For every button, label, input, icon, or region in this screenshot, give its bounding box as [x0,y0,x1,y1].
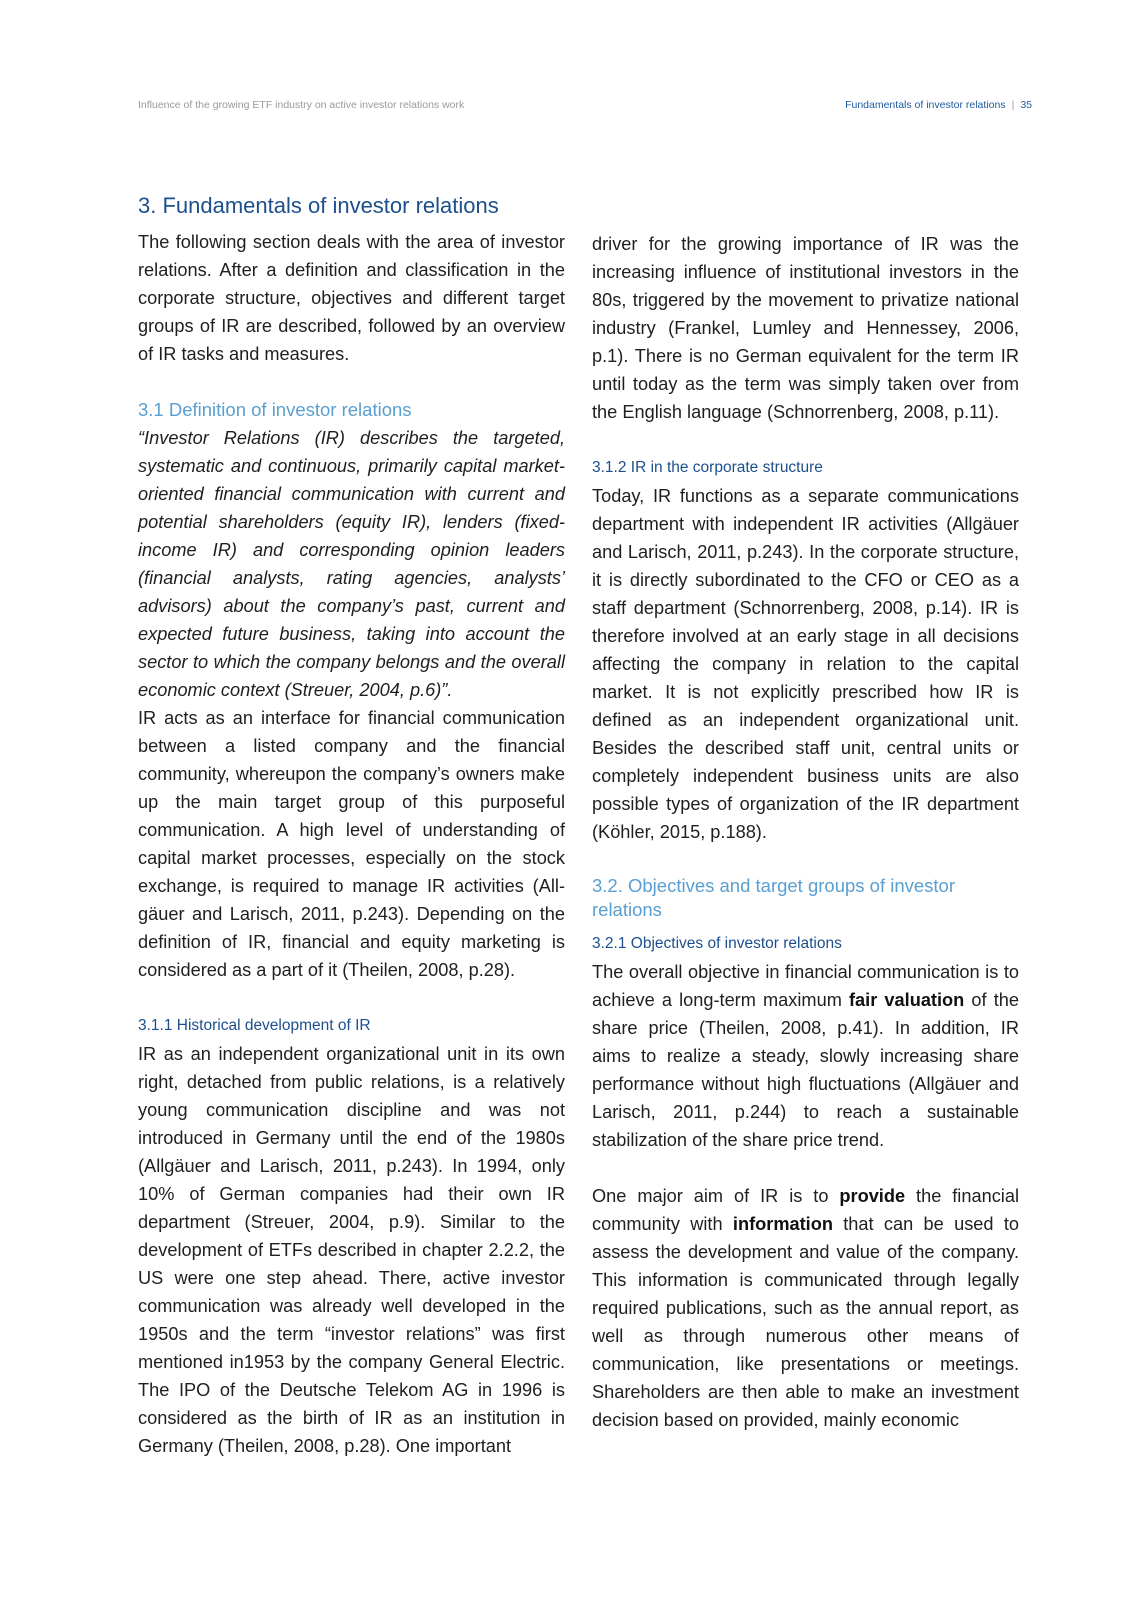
fair-valuation-emphasis: fair valuation [848,990,965,1010]
running-header-separator: | [1011,99,1015,111]
section-3-2-heading: 3.2. Objectives and target groups of investor relations [592,875,956,920]
left-column [138,192,565,1460]
provide-emphasis: provide [839,1186,906,1206]
objectives-p2-text-c: that can be used to assess the development and value of the company. This information is communicated through legally required publications, such as the annual report, as well as through numerous other means of communication, like presentations or meetings. Shareholders are then able to make an investment decision based on provided, mainly economic [592,1214,1019,1430]
chapter-intro-paragraph: The following section deals with the area of investor relations. After a definition and classification in the corporate structure, objectives and different target groups of IR are described, followed by an overview of IR tasks and measures. [138,232,565,364]
running-header-section [845,99,1032,111]
section-3-1-1-heading: 3.1.1 Historical development of IR [138,1017,371,1034]
running-header-section-title: Fundamentals of investor relations [845,99,1006,111]
page-number: 35 [1020,99,1032,111]
information-emphasis: information [732,1214,833,1234]
objectives-p2-text-b: the financial community with [592,1186,1019,1234]
section-3-1-2-paragraph: Today, IR functions as a separate communications department with independent IR activities (Allgäuer and Larisch, 2011, p.243). In the corporate structure, it is directly subordinated to the CFO or CEO as a staff department (Schnorrenberg, 2008, p.14). IR is therefore involved at an early stage in all decisions affecting the company in relation to the capital market. It is not explicitly prescribed how IR is defined as an independent organizational unit. Besides the described staff unit, central units or completely independent business units are also possible types of organization of the IR department (Köhler, 2015, p.188). [592,486,1019,842]
section-3-1-paragraph: IR acts as an interface for financial communication between a listed company and the financial community, whereupon the company’s owners make up the main target group of this purposeful communication. A high level of understanding of capital market processes, especially on the stock exchange, is required to manage IR activities (Allgäuer and Larisch, 2011, p.243). Depending on the definition of IR, financial and equity marketing is considered as a part of it (Theilen, 2008, p.28). [138,708,565,980]
section-3-1-heading: 3.1 Definition of investor relations [138,399,412,420]
section-3-2-1-heading: 3.2.1 Objectives of investor relations [592,935,842,952]
section-3-1-2-heading: 3.1.2 IR in the corporate structure [592,459,823,476]
continued-paragraph: driver for the growing importance of IR was the increasing influence of institutional investors in the 80s, triggered by the movement to privatize national industry (Frankel, Lumley and Hennessey, 2006, p.1). There is no German equivalent for the term IR until today as the term was simply taken over from the English language (Schnorrenberg, 2008, p.11). [592,234,1019,422]
right-column [592,230,1019,1434]
chapter-title: 3. Fundamentals of investor relations [138,193,499,218]
objectives-p2-text-a: One major aim of IR is to [592,1186,840,1206]
definition-quote: “Investor Relations (IR) describes the targeted, systematic and continuous, primarily capital market-oriented financial communication with current and potential shareholders (equity IR), lenders (fixed-income IR) and corresponding opinion leaders (financial analysts, rating agencies, analysts’ advisors) about the company’s past, current and expected future business, taking into account the sector to which the company belongs and the overall economic context (Streuer, 2004, p.6)”. [138,428,565,700]
running-header-title: Influence of the growing ETF industry on active investor relations work [138,99,465,111]
objectives-paragraph-1 [592,958,1019,1154]
objectives-p1-text-a: The overall objective in financial communication is to achieve a long-term maximum [592,962,1019,1010]
objectives-p1-text-b: of the share price (Theilen, 2008, p.41). In addition, IR aims to realize a steady, slowly increasing share performance without high fluctuations (Allgäuer and Larisch, 2011, p.244) to reach a sustainable stabilization of the share price trend. [592,990,1019,1150]
section-3-1-1-paragraph: IR as an independent organizational unit in its own right, detached from public relations, is a relatively young communication discipline and was not introduced in Germany until the end of the 1980s (Allgäuer and Larisch, 2011, p.243). In 1994, only 10% of German companies had their own IR department (Streuer, 2004, p.9). Similar to the development of ETFs described in chapter 2.2.2, the US were one step ahead. There, active investor communication was already well developed in the 1950s and the term “investor relations” was first mentioned in1953 by the company General Electric. The IPO of the Deutsche Telekom AG in 1996 is considered as the birth of IR as an institution in Germany (Theilen, 2008, p.28). One important [138,1044,565,1456]
objectives-paragraph-2 [592,1182,1019,1434]
